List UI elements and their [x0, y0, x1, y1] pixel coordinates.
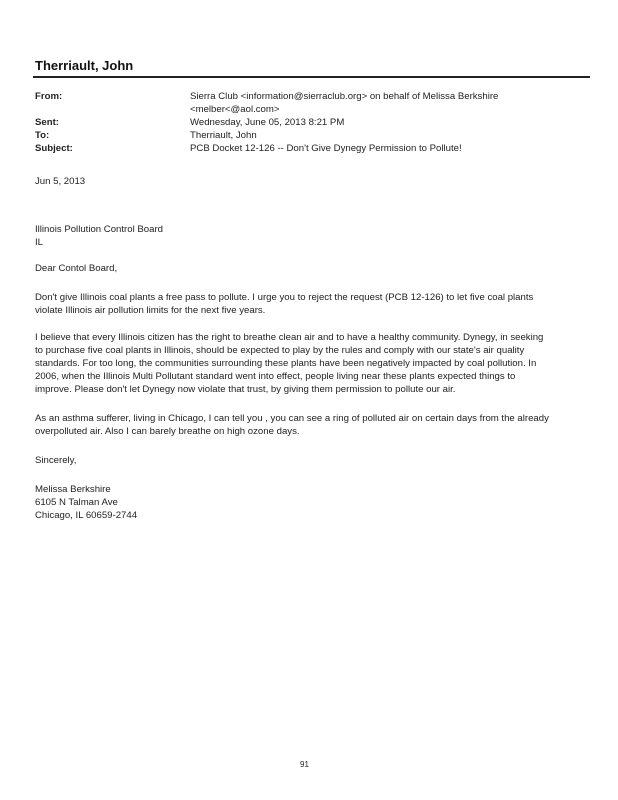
signature-address: 6105 N Talman Ave	[35, 497, 118, 508]
to-label: To:	[35, 130, 50, 141]
from-value-email: <melber<@aol.com>	[190, 104, 280, 115]
letter-date: Jun 5, 2013	[35, 176, 86, 187]
closing: Sincerely,	[35, 455, 77, 466]
recipient-block	[35, 223, 163, 249]
recipient-line: IL	[35, 237, 44, 248]
paragraph-line: to purchase five coal plants in Illinois, should be expected to play by the rules and comply with our state's air quality	[35, 345, 525, 356]
paragraph-line: 2006, when the Illinois Multi Pollutant standard went into effect, people living near these plants expected things to	[35, 371, 516, 382]
recipient-line: Illinois Pollution Control Board	[35, 224, 163, 235]
paragraph-line: As an asthma sufferer, living in Chicago, I can tell you , you can see a ring of polluted air on certain days from the already	[35, 413, 549, 424]
paragraph-line: I believe that every Illinois citizen has the right to breathe clean air and to have a healthy community. Dynegy, in seeking	[35, 332, 544, 343]
subject-value: PCB Docket 12-126 -- Don't Give Dynegy Permission to Pollute!	[190, 143, 462, 154]
paragraph-line: overpolluted air. Also I can barely breathe on high ozone days.	[35, 426, 300, 437]
mailbox-owner-title: Therriault, John	[35, 58, 134, 73]
paragraph-2	[35, 331, 543, 396]
paragraph-3	[35, 412, 549, 438]
sent-value: Wednesday, June 05, 2013 8:21 PM	[190, 117, 345, 128]
signature-block	[35, 483, 137, 522]
to-value: Therriault, John	[190, 130, 257, 141]
header-divider	[33, 76, 590, 78]
paragraph-1	[35, 291, 533, 317]
signature-name: Melissa Berkshire	[35, 484, 111, 495]
paragraph-line: standards. For too long, the communities surrounding these plants have been negatively impacted by coal pollution. In	[35, 358, 537, 369]
subject-label: Subject:	[35, 143, 73, 154]
from-value: Sierra Club <information@sierraclub.org> on behalf of Melissa Berkshire	[190, 91, 499, 102]
paragraph-line: Don't give Illinois coal plants a free pass to pollute. I urge you to reject the request (PCB 12-126) to let five coal plants	[35, 292, 534, 303]
signature-city: Chicago, IL 60659-2744	[35, 510, 138, 521]
from-label: From:	[35, 91, 63, 102]
paragraph-line: violate Illinois air pollution limits for the next five years.	[35, 305, 266, 316]
page-number: 91	[300, 760, 309, 769]
paragraph-line: improve. Please don't let Dynegy now violate that trust, by giving them permission to pollute our air.	[35, 384, 456, 395]
greeting: Dear Contol Board,	[35, 263, 118, 274]
sent-label: Sent:	[35, 117, 59, 128]
